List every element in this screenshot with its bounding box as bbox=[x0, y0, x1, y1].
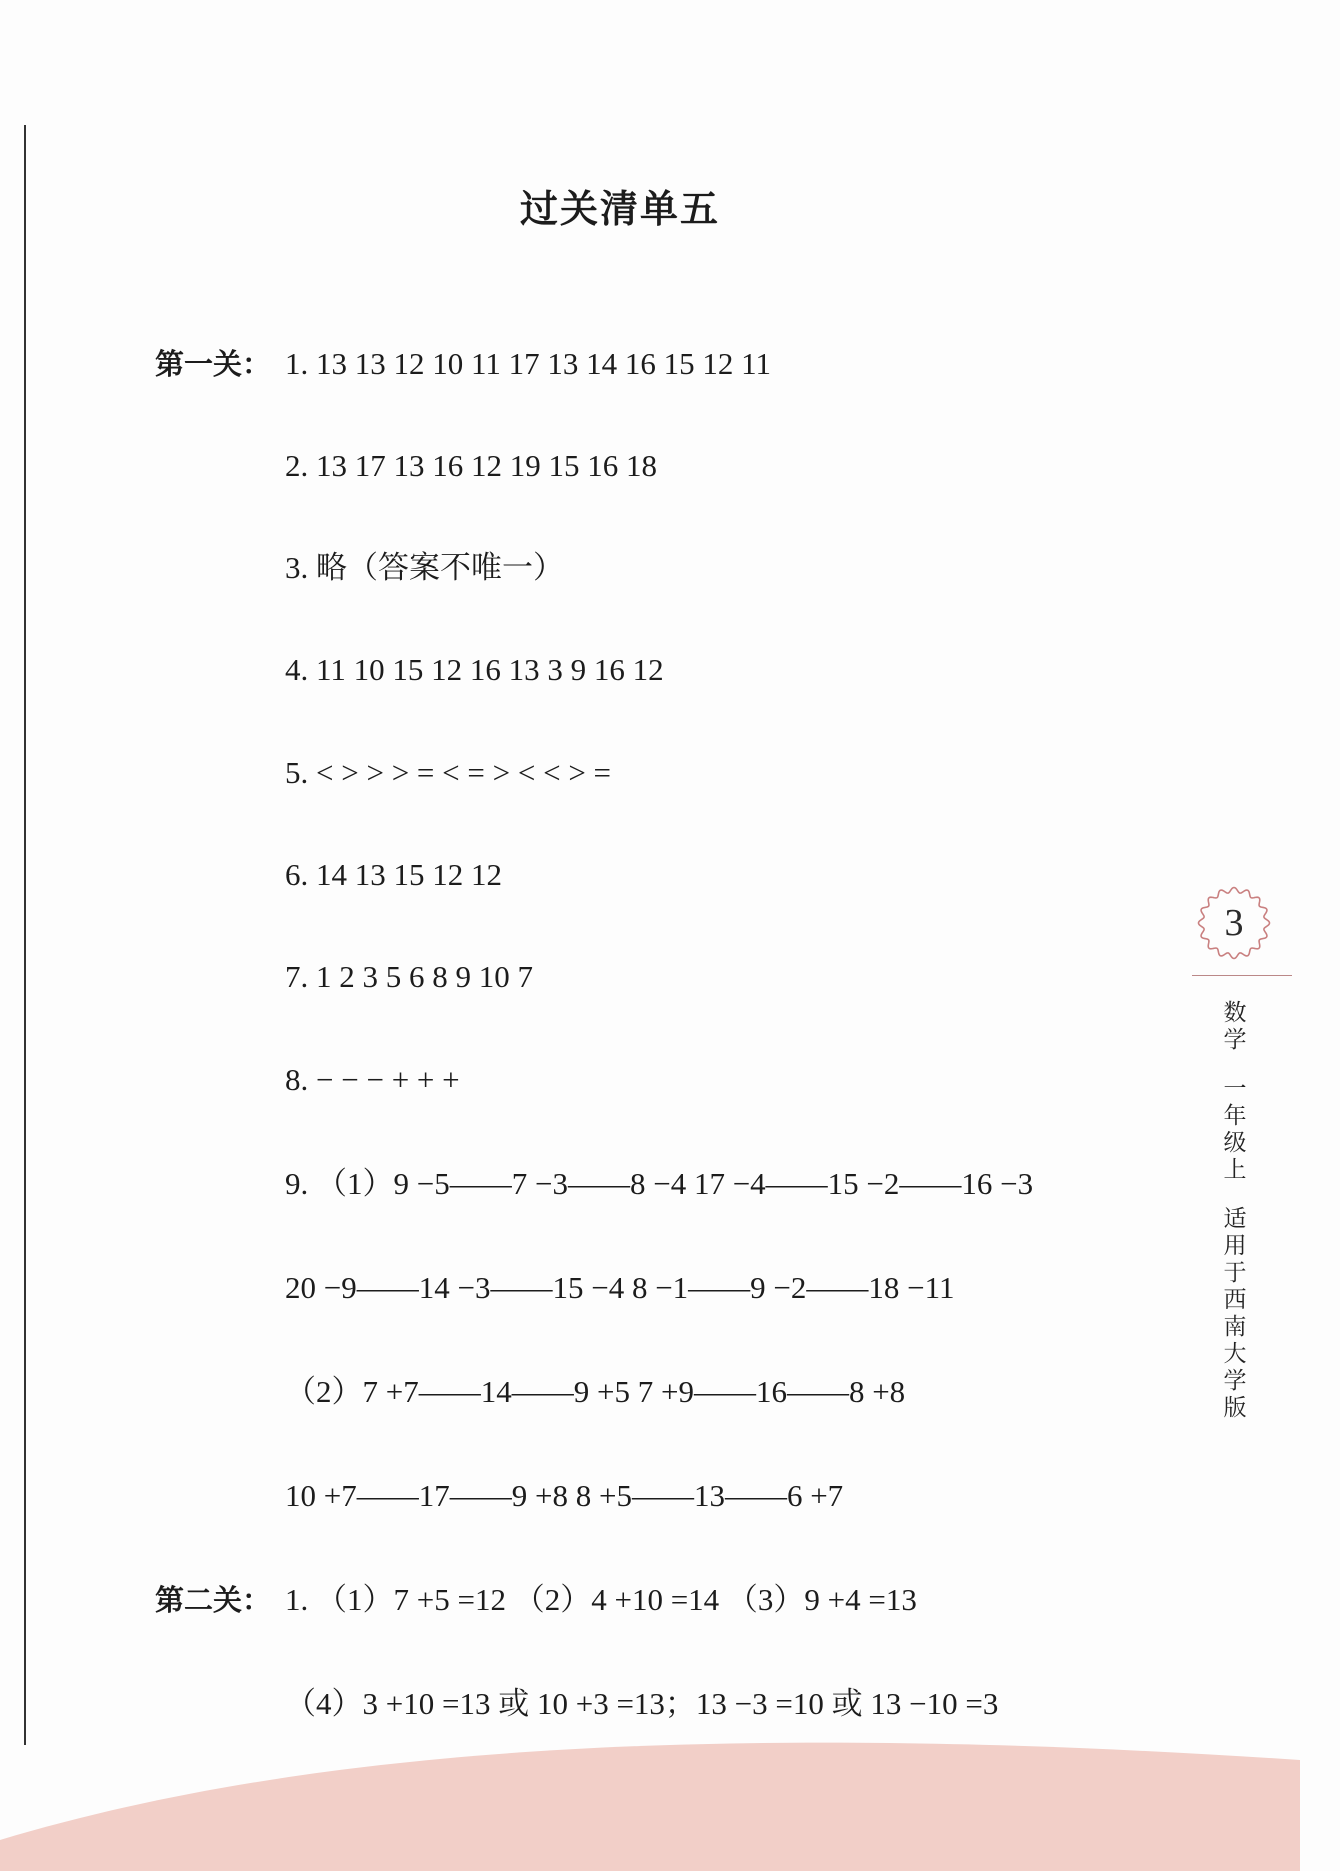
answer-line: 8. − − − + + + bbox=[285, 1062, 460, 1097]
side-edition: 适 用 于 西 南 大 学 版 bbox=[1223, 1206, 1247, 1421]
page-title: 过关清单五 bbox=[519, 187, 720, 231]
answer-line: 6. 14 13 15 12 12 bbox=[285, 857, 502, 892]
answer-line: （4）3 +10 =13 或 10 +3 =13；13 −3 =10 或 13 −10 =3 bbox=[285, 1686, 999, 1721]
answer-line: （2）7 +7——14——9 +5 7 +9——16——8 +8 bbox=[285, 1374, 906, 1409]
answer-line: 1. 13 13 12 10 11 17 13 14 16 15 12 11 bbox=[285, 346, 771, 381]
page-number: 3 bbox=[1224, 902, 1244, 944]
decorative-bottom-band bbox=[0, 1720, 1300, 1871]
answer-line: 3. 略（答案不唯一） bbox=[285, 550, 564, 585]
answer-line: 5. < > > > = < = > < < > = bbox=[285, 755, 612, 790]
side-divider bbox=[1192, 975, 1292, 976]
answer-line: 9. （1）9 −5——7 −3——8 −4 17 −4——15 −2——16 −3 bbox=[285, 1166, 1034, 1201]
answer-line: 4. 11 10 15 12 16 13 3 9 16 12 bbox=[285, 652, 664, 687]
side-subject: 数 学 bbox=[1223, 1000, 1247, 1053]
side-label bbox=[1218, 1000, 1252, 1422]
side-grade: 一 年 级 上 bbox=[1223, 1076, 1247, 1183]
answer-line: 20 −9——14 −3——15 −4 8 −1——9 −2——18 −11 bbox=[285, 1270, 955, 1305]
answer-line: 7. 1 2 3 5 6 8 9 10 7 bbox=[285, 959, 533, 994]
section-label-level-2: 第二关： bbox=[155, 1583, 272, 1617]
left-margin-rule bbox=[24, 125, 26, 1745]
answer-line: 1. （1）7 +5 =12 （2）4 +10 =14 （3）9 +4 =13 bbox=[285, 1582, 917, 1617]
answer-line: 10 +7——17——9 +8 8 +5——13——6 +7 bbox=[285, 1478, 844, 1513]
answer-line: 2. 13 17 13 16 12 19 15 16 18 bbox=[285, 448, 657, 483]
section-label-level-1: 第一关： bbox=[155, 347, 272, 381]
